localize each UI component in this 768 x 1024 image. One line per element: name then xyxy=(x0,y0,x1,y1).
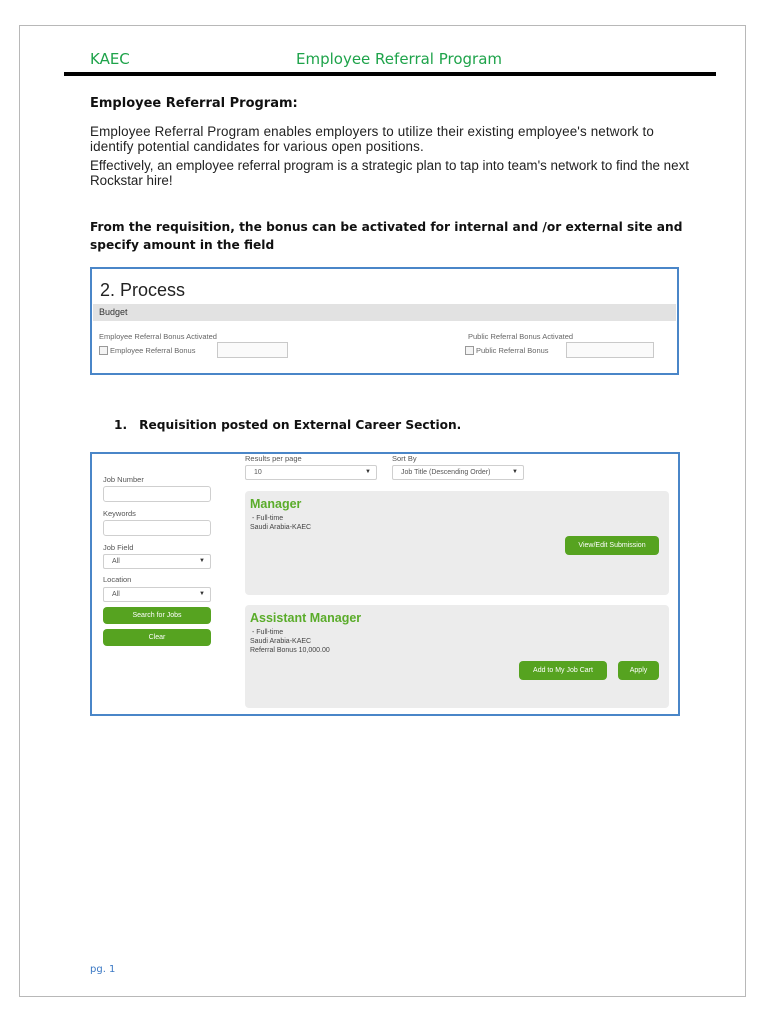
employee-bonus-checkbox-label: Employee Referral Bonus xyxy=(110,346,196,355)
employee-bonus-activated-label: Employee Referral Bonus Activated xyxy=(99,332,217,341)
sort-by-value: Job Title (Descending Order) xyxy=(401,469,491,476)
chevron-down-icon: ▼ xyxy=(512,469,518,475)
chevron-down-icon: ▼ xyxy=(199,591,205,597)
job-type: - Full-time xyxy=(252,515,284,522)
apply-button[interactable]: Apply xyxy=(618,661,659,680)
keywords-label: Keywords xyxy=(103,509,136,518)
add-to-job-cart-button[interactable]: Add to My Job Cart xyxy=(519,661,607,680)
job-number-label: Job Number xyxy=(103,475,144,484)
job-field-value: All xyxy=(112,558,120,565)
page-number: pg. 1 xyxy=(90,964,116,975)
job-field-label: Job Field xyxy=(103,543,134,552)
job-card-manager xyxy=(245,491,669,595)
employee-bonus-checkbox[interactable] xyxy=(99,346,108,355)
job-field-select[interactable] xyxy=(103,554,211,569)
process-title: 2. Process xyxy=(100,280,186,300)
location-value: All xyxy=(112,591,120,598)
employee-bonus-amount-input[interactable] xyxy=(217,342,288,358)
public-bonus-amount-input[interactable] xyxy=(566,342,654,358)
referral-bonus: Referral Bonus 10,000.00 xyxy=(250,647,330,654)
job-location: Saudi Arabia-KAEC xyxy=(250,638,312,645)
public-bonus-activated-label: Public Referral Bonus Activated xyxy=(468,332,574,341)
job-type: - Full-time xyxy=(252,629,284,636)
step-number: 1. xyxy=(114,418,128,432)
public-bonus-checkbox-label: Public Referral Bonus xyxy=(476,346,549,355)
search-for-jobs-button[interactable]: Search for Jobs xyxy=(103,607,211,624)
job-title[interactable]: Assistant Manager xyxy=(250,611,362,625)
process-panel xyxy=(90,267,679,375)
results-per-page-value: 10 xyxy=(254,469,262,476)
budget-section-bar: Budget xyxy=(93,304,676,321)
results-per-page-label: Results per page xyxy=(245,454,302,463)
intro-paragraph-2: Effectively, an employee referral program is a strategic plan to tap into team's network to find the next Rockstar hire! xyxy=(90,158,689,188)
intro-paragraph-1: Employee Referral Program enables employers to utilize their existing employee's network to identify potential candidates for various open positions. xyxy=(90,124,654,154)
clear-button[interactable]: Clear xyxy=(103,629,211,646)
chevron-down-icon: ▼ xyxy=(199,558,205,564)
job-location: Saudi Arabia-KAEC xyxy=(250,524,312,531)
instruction-text: From the requisition, the bonus can be activated for internal and /or external site and specify amount in the field xyxy=(90,220,683,252)
sort-by-label: Sort By xyxy=(392,454,417,463)
chevron-down-icon: ▼ xyxy=(365,469,371,475)
view-edit-submission-button[interactable]: View/Edit Submission xyxy=(565,536,659,555)
job-number-input[interactable] xyxy=(103,486,211,502)
keywords-input[interactable] xyxy=(103,520,211,536)
results-per-page-select[interactable] xyxy=(245,465,377,480)
job-title[interactable]: Manager xyxy=(250,497,302,511)
step-item xyxy=(114,418,461,432)
step-text: Requisition posted on External Career Section. xyxy=(139,418,462,432)
job-card-assistant-manager xyxy=(245,605,669,708)
section-heading: Employee Referral Program: xyxy=(90,96,298,111)
location-label: Location xyxy=(103,575,132,584)
header-rule xyxy=(64,72,716,76)
location-select[interactable] xyxy=(103,587,211,602)
header-title: Employee Referral Program xyxy=(296,50,503,68)
header-org: KAEC xyxy=(90,50,130,68)
sort-by-select[interactable] xyxy=(392,465,524,480)
career-section-panel xyxy=(90,452,680,716)
public-bonus-checkbox[interactable] xyxy=(465,346,474,355)
